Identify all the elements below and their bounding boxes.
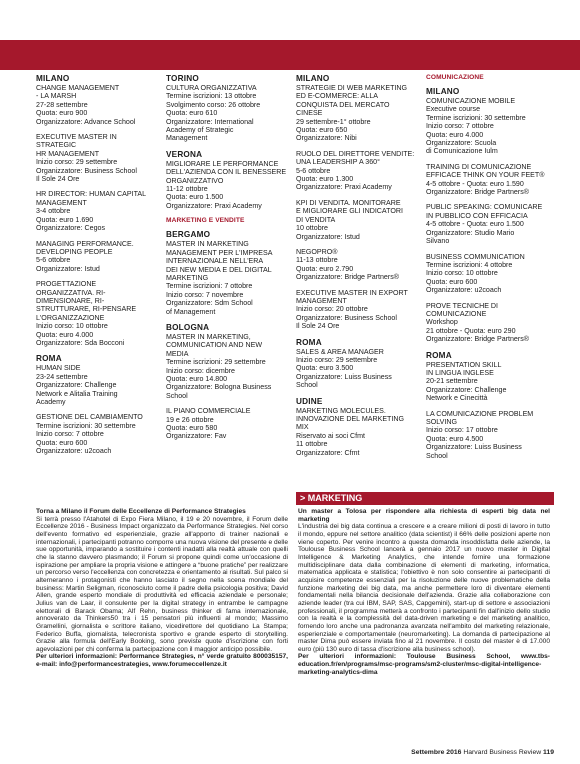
course-line: Organizzatore: Bridge Partners®: [426, 188, 530, 197]
course-line: 11-13 ottobre: [296, 256, 338, 265]
course-line: Inizio corso: dicembre: [166, 366, 235, 375]
course-line: DIMENSIONARE, RI-: [36, 296, 105, 305]
course-line: Inizio corso: 20 ottobre: [296, 305, 368, 314]
course-line: Academy: [36, 398, 66, 406]
news-body: L'industria dei big data continua a crescere e a creare milioni di posti di lavoro in tutto il mondo, eppure nel settore analitico (data scientist) il 66% delle posizioni aperte non viene coperto. Per venire incontro a questa domanda insoddisfatta delle aziende, la Toulouse Business School lancerà a gennaio 2017 un nuovo master in Digital Intelligence & Marketing Analytics, che intende fornire una formazione multidisciplinare data dalla combinazione di elementi di marketing, informatica, matematica applicata e statistica; l'obiettivo è non solo consentire ai partecipanti di acquisire competenze essenziali per la risoluzione delle nuove problematiche della funzione marketing dei big data, ma anche permettere loro di diventare elementi fondamentali nella bilancia decisionale dell'azienda. Grazie alla collaborazione con aziende leader (tra cui IBM, SAP, SAS, Capgemini), start-up di settore e associazioni professionali, il programma metterà a confronto i partecipanti fin dall'inizio dello studio con la realtà e la complessità del data-driven marketing e del marketing analitico, fornendo loro anche una padronanza avanzata nell'ambito del marketing relazionale, esperienziale e comportamentale (neuromarketing). La domanda di partecipazione al master Dima può essere inviata fino al 21 novembre. Il costo del master è di 17.000 euro (più 130 euro di tassa d'iscrizione alla business school).: [298, 523, 550, 653]
course-line: MASTER IN MARKETING: [166, 240, 249, 249]
course-line: DEI NEW MEDIA E DEL DIGITAL: [166, 265, 272, 274]
course-line: SALES & AREA MANAGER: [296, 347, 384, 356]
course-line: HR DIRECTOR: HUMAN CAPITAL: [36, 190, 147, 199]
course-line: 11 ottobre: [296, 440, 328, 449]
course-line: MARKETING: [166, 273, 209, 282]
course-line: Organizzatore: Scuola: [426, 139, 497, 148]
top-white-band: [0, 0, 580, 40]
course-line: Organizzatore: Cfmt: [296, 448, 360, 457]
course-line: Inizio corso: 7 novembre: [166, 290, 244, 299]
news-more-info: Per ulteriori informazioni: Performance Strategies, n° verde gratuito 800035157, e-mail: info@performancestrategies, www.forumeccellenze.it: [36, 653, 288, 669]
course-line: Inizio corso: 17 ottobre: [426, 426, 498, 435]
course-line: MANAGEMENT: [36, 198, 87, 207]
news-headline: Torna a Milano il Forum delle Eccellenze di Performance Strategies: [36, 508, 246, 515]
course-line: Silvano: [426, 237, 450, 246]
course-line: 4-5 ottobre - Quota: euro 1.590: [426, 179, 524, 188]
course-line: Termine iscrizioni: 13 ottobre: [166, 92, 257, 101]
course-line: 23-24 settembre: [36, 372, 88, 381]
course-line: Organizzatore: Studio Mario: [426, 228, 515, 237]
course-line: School: [166, 391, 188, 400]
city-heading: BERGAMO: [166, 230, 211, 240]
course-line: DELL'AZIENDA CON IL BENESSERE: [166, 168, 287, 177]
section-heading: COMUNICAZIONE: [426, 74, 484, 81]
course-line: 10 ottobre: [296, 224, 328, 233]
news-headline: Un master a Tolosa per rispondere alla richiesta di esperti big data nel marketing: [298, 508, 550, 523]
course-line: KPI DI VENDITA. MONITORARE: [296, 198, 401, 207]
course-line: MEDIA: [166, 349, 189, 358]
course-line: Organizzatore: u2coach: [426, 286, 502, 295]
course-line: Organizzatore: Sda Bocconi: [36, 338, 125, 347]
course-line: PROGETTAZIONE: [36, 280, 97, 289]
course-entry: [36, 280, 158, 347]
course-entry: [426, 163, 548, 197]
course-line: GESTIONE DEL CAMBIAMENTO: [36, 413, 143, 422]
footer-page-number: 119: [543, 749, 554, 756]
course-line: Network e Cinecittà: [426, 394, 488, 403]
course-entry: [296, 248, 418, 282]
city-heading: VERONA: [166, 149, 203, 159]
course-line: LA COMUNICAZIONE PROBLEM: [426, 409, 534, 418]
course-line: RUOLO DEL DIRETTORE VENDITE:: [296, 149, 415, 158]
course-line: DEVELOPING PEOPLE: [36, 247, 113, 256]
course-line: School: [296, 381, 318, 390]
course-line: Organizzatore: Luiss Business: [426, 443, 522, 452]
column-1: [36, 74, 158, 462]
course-line: Inizio corso: 29 settembre: [36, 158, 118, 167]
course-entry: [166, 240, 288, 316]
course-line: Organizzatore: Bologna Business: [166, 383, 272, 392]
course-line: Organizzatore: Sdm School: [166, 299, 253, 308]
course-entry: [36, 364, 158, 406]
course-line: 5-6 ottobre: [296, 166, 331, 175]
course-line: Il Sole 24 Ore: [36, 175, 80, 184]
course-line: Quota: euro 14.800: [166, 374, 228, 383]
course-line: Inizio corso: 10 ottobre: [36, 322, 108, 331]
course-line: Organizzatore: Business School: [296, 313, 397, 322]
course-line: STRUTTURARE, RI-PENSARE: [36, 305, 137, 314]
column-2: [166, 74, 288, 448]
course-entry: [36, 133, 158, 183]
course-line: PUBLIC SPEAKING: COMUNICARE: [426, 203, 543, 212]
city-heading: MILANO: [296, 74, 330, 83]
course-line: NEGOPRO®: [296, 247, 338, 256]
news-body: Si terrà presso l'Atahotel di Expo Fiera Milano, il 19 e 20 novembre, il Forum delle Eccellenze 2016 - Business Impact organizzato da Performance Strategies. Nel corso dell'evento formativo ed esperienziale, grazie all'apporto di trainer nazionali e internazionali, i partecipanti potranno comporre una nuova visione del presente e delle sue opportunità, imparando a sostituire i contenti inadatti alla realtà attuale con quelli che la stanno davvero plasmando; il Forum si propone quindi come un'occasione di ispirazione per ampliare la propria visione e attingere a “buone pratiche” per realizzare un percorso verso l'eccellenza con concretezza e orientamento ai risultati. Sul palco si alterneranno i protagonisti che hanno lasciato il segno nella scena mondiale del business: Martin Seligman, riconosciuto come il padre della psicologia positiva; David Allen, grande esperto mondiale di produttività ed efficacia aziendale e personale; Julius van de Laar, il consulente per la digital strategy in entrambe le campagne elettorali di Barack Obama; Alf Rehn, business thinker di fama internazionale, annoverato da Thinkers50 tra i 15 pensatori più influenti al mondo; Massimo Gramellini, giornalista e scrittore italiano, vicedirettore del quotidiano La Stampa; Federico Buffa, giornalista, telecronista sportivo e grande esperto di storytelling. Grazie alla formula dell'Early Booking, sono previste quote d'iscrizione con forti agevolazioni per chi conferma la partecipazione con il maggior anticipo possibile.: [36, 515, 288, 653]
section-heading: MARKETING E VENDITE: [166, 217, 245, 225]
course-line: Organizzatore: Challenge: [426, 385, 507, 394]
course-line: MIGLIORARE LE PERFORMANCE: [166, 159, 279, 168]
course-entry: [426, 410, 548, 460]
course-line: Termine iscrizioni: 29 settembre: [166, 358, 266, 367]
course-line: Executive course: [426, 105, 481, 114]
column-4: [426, 74, 548, 467]
course-line: MANAGEMENT PER L'IMPRESA: [166, 248, 273, 257]
course-line: TRAINING DI COMUNICAZIONE: [426, 162, 532, 171]
course-line: Organizzatore: Advance School: [36, 117, 136, 126]
course-entry: [296, 348, 418, 390]
course-line: MASTER IN MARKETING,: [166, 332, 251, 341]
city-heading: UDINE: [296, 396, 323, 406]
course-line: COMMUNICATION AND NEW: [166, 341, 263, 350]
course-line: of Management: [166, 307, 216, 316]
course-entry: [166, 333, 288, 400]
course-line: Quota: euro 4.500: [426, 434, 484, 443]
course-line: E MIGLIORARE GLI INDICATORI: [296, 207, 403, 216]
course-line: DI VENDITA: [296, 215, 336, 224]
course-line: Inizio corso: 10 ottobre: [426, 269, 498, 278]
course-line: 4-5 ottobre - Quota: euro 1.500: [426, 220, 524, 229]
course-entry: [296, 199, 418, 241]
course-line: Organizzatore: Nibi: [296, 134, 357, 143]
course-line: 19 e 26 ottobre: [166, 415, 214, 424]
course-columns: [36, 74, 554, 490]
course-line: Organizzatore: International: [166, 117, 254, 126]
course-line: PRESENTATION SKILL: [426, 360, 502, 369]
course-line: IN LINGUA INGLESE: [426, 368, 494, 377]
course-line: Organizzatore: Praxi Academy: [166, 201, 262, 210]
course-line: 3-4 ottobre: [36, 207, 71, 216]
course-line: CONQUISTA DEL MERCATO: [296, 100, 390, 109]
course-line: CULTURA ORGANIZZATIVA: [166, 84, 257, 92]
course-line: Organizzatore: Fav: [166, 432, 227, 441]
course-line: CINESE: [296, 109, 323, 118]
city-heading: TORINO: [166, 74, 199, 83]
course-line: Organizzatore: Praxi Academy: [296, 183, 392, 192]
course-line: COMUNICAZIONE MOBILE: [426, 97, 516, 105]
footer-issue: Settembre 2016: [411, 749, 462, 756]
course-line: Quota: euro 650: [296, 126, 348, 135]
course-line: Network e Alitalia Training: [36, 389, 118, 398]
course-line: Termine iscrizioni: 30 settembre: [36, 421, 136, 430]
course-line: 5-6 ottobre: [36, 256, 71, 265]
city-heading: MILANO: [36, 74, 70, 83]
course-line: Quota: euro 1.300: [296, 175, 354, 184]
course-line: MARKETING MOLECULES.: [296, 406, 386, 415]
course-line: Quota: euro 4.000: [36, 330, 94, 339]
course-line: 11-12 ottobre: [166, 185, 208, 194]
course-entry: [166, 160, 288, 210]
course-line: 20-21 settembre: [426, 377, 478, 386]
course-line: Termine iscrizioni: 30 settembre: [426, 113, 526, 122]
course-line: PROVE TECNICHE DI COMUNICAZIONE: [426, 301, 499, 318]
course-line: Il Sole 24 Ore: [296, 322, 340, 331]
course-entry: [296, 84, 418, 143]
course-line: IL PIANO COMMERCIALE: [166, 407, 251, 416]
course-line: L'ORGANIZZAZIONE: [36, 313, 105, 322]
course-line: ORGANIZZATIVO: [166, 176, 224, 185]
news-toulouse-master: [298, 508, 550, 676]
course-line: Svolgimento corso: 26 ottobre: [166, 100, 261, 109]
course-line: Quota: euro 610: [166, 109, 218, 118]
course-entry: [36, 84, 158, 126]
course-line: Quota: euro 600: [426, 277, 478, 286]
course-line: EXECUTIVE MASTER IN STRATEGIC: [36, 133, 117, 150]
header-red-band: [0, 40, 580, 70]
course-entry: [426, 97, 548, 156]
course-line: Quota: euro 3.500: [296, 364, 354, 373]
course-line: Organizzatore: Istud: [296, 232, 360, 241]
course-line: Organizzatore: Business School: [36, 166, 137, 175]
course-line: SOLVING: [426, 418, 458, 426]
course-line: Quota: euro 1.500: [166, 193, 224, 202]
course-line: Quota: euro 580: [166, 424, 218, 432]
course-line: Management: [166, 134, 208, 143]
course-line: 29 settembre-1° ottobre: [296, 117, 371, 126]
course-line: Termine iscrizioni: 7 ottobre: [166, 282, 253, 291]
course-entry: [166, 84, 288, 143]
course-line: Termine iscrizioni: 4 ottobre: [426, 260, 513, 269]
course-entry: [36, 240, 158, 274]
course-line: ORGANIZZATIVA. RI-: [36, 288, 106, 297]
course-entry: [426, 302, 548, 344]
course-line: Organizzatore: Istud: [36, 264, 100, 273]
city-heading: ROMA: [426, 350, 452, 360]
course-line: 27-28 settembre: [36, 100, 88, 109]
course-entry: [296, 407, 418, 457]
marketing-section-bar: > MARKETING: [296, 492, 554, 505]
course-line: HR MANAGEMENT: [36, 149, 100, 158]
news-forum-eccellenze: [36, 508, 288, 669]
course-entry: [296, 150, 418, 192]
course-entry: [426, 203, 548, 245]
course-line: Inizio corso: 7 ottobre: [426, 122, 494, 131]
city-heading: ROMA: [296, 337, 322, 347]
course-line: Organizzatore: Challenge: [36, 381, 117, 390]
course-line: Organizzatore: Luiss Business: [296, 372, 392, 381]
city-heading: MILANO: [426, 87, 460, 96]
course-line: MANAGEMENT: [296, 296, 347, 305]
course-line: Quota: euro 900: [36, 109, 88, 118]
column-3: [296, 74, 418, 464]
course-line: BUSINESS COMMUNICATION: [426, 252, 525, 261]
course-line: Organizzatore: Cegos: [36, 224, 106, 233]
course-line: Inizio corso: 29 settembre: [296, 355, 378, 364]
course-line: Riservato ai soci Cfmt: [296, 431, 365, 440]
course-line: Quota: euro 1.690: [36, 215, 94, 224]
course-line: di Comunicazione Iulm: [426, 147, 498, 156]
course-line: 21 ottobre - Quota: euro 290: [426, 326, 516, 335]
course-line: - LA MARSH: [36, 92, 77, 101]
course-line: CHANGE MANAGEMENT: [36, 84, 120, 92]
course-line: Quota: euro 2.790: [296, 264, 354, 273]
course-entry: [36, 413, 158, 455]
course-line: EFFICACE THINK ON YOUR FEET®: [426, 171, 545, 180]
course-line: Organizzatore: u2coach: [36, 447, 112, 456]
course-line: HUMAN SIDE: [36, 364, 81, 373]
course-line: Organizzatore: Bridge Partners®: [296, 273, 400, 282]
course-entry: [166, 407, 288, 441]
course-line: UNA LEADERSHIP A 360°: [296, 158, 380, 167]
course-entry: [426, 253, 548, 295]
page-footer: [411, 748, 554, 757]
course-entry: [36, 190, 158, 232]
footer-magazine: Harvard Business Review: [463, 749, 542, 756]
course-entry: [296, 289, 418, 331]
course-line: School: [426, 451, 448, 460]
course-line: INNOVAZIONE DEL MARKETING MIX: [296, 415, 404, 432]
city-heading: BOLOGNA: [166, 322, 210, 332]
course-line: STRATEGIE DI WEB MARKETING: [296, 84, 408, 92]
course-line: ED E-COMMERCE: ALLA: [296, 92, 378, 101]
course-line: Quota: euro 4.000: [426, 130, 484, 139]
course-line: Inizio corso: 7 ottobre: [36, 430, 104, 439]
course-entry: [426, 361, 548, 403]
course-line: IN PUBBLICO CON EFFICACIA: [426, 211, 528, 220]
course-line: Organizzatore: Bridge Partners®: [426, 335, 530, 344]
course-line: Quota: euro 600: [36, 438, 88, 447]
news-more-info: Per ulteriori informazioni: Toulouse Business School, www.tbs-education.fr/en/programs/msc-programs/sm2-cluster/msc-digital-intelligence-marketing-analytics-dima: [298, 653, 550, 676]
course-line: INTERNAZIONALE NELL'ERA: [166, 257, 264, 266]
course-line: MANAGING PERFORMANCE.: [36, 239, 134, 248]
course-line: Academy of Strategic: [166, 126, 234, 135]
course-line: Workshop: [426, 318, 458, 327]
city-heading: ROMA: [36, 354, 62, 364]
course-line: EXECUTIVE MASTER IN EXPORT: [296, 288, 408, 297]
